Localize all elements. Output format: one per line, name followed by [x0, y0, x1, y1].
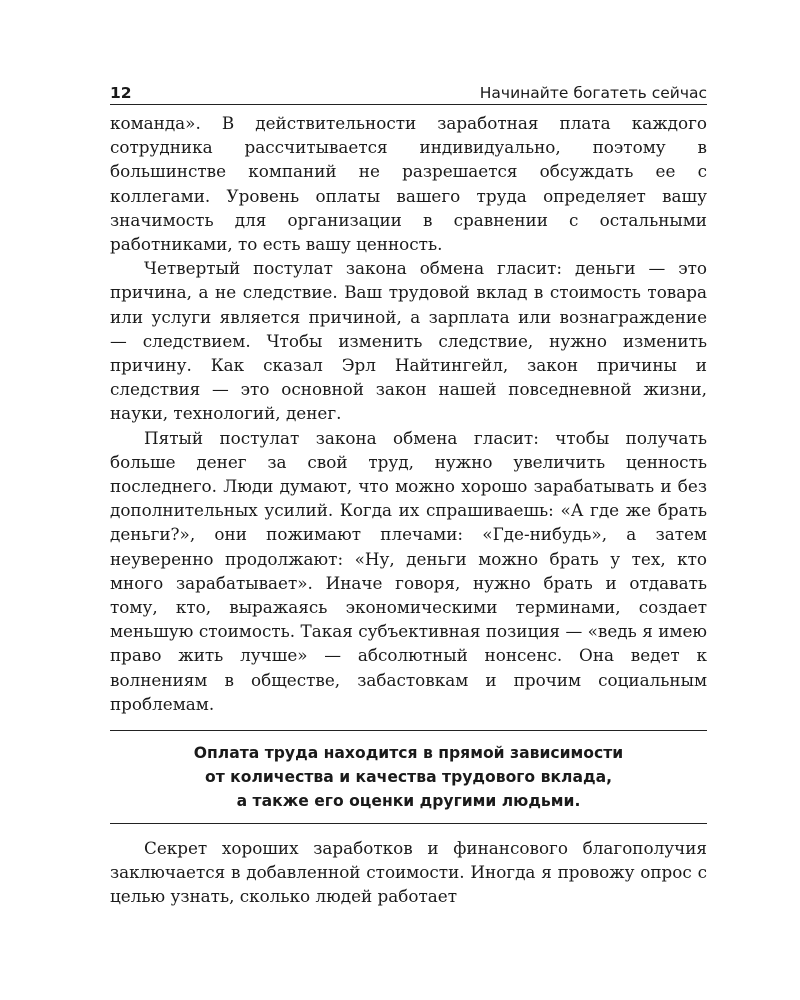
running-header — [110, 80, 707, 105]
paragraph-fifth-postulate: Пятый постулат закона обмена гласит: чтобы получать больше денег за свой труд, нужно увеличить ценность последнего. Люди думают, что можно хорошо зарабатывать и без дополнительных усилий. Когда их спрашиваешь: «А где же брать деньги?», они пожимают плечами: «Где-нибудь», а затем неуверенно продолжают: «Ну, деньги можно брать у тех, кто много зарабатывает». Иначе говоря, нужно брать и отдавать тому, кто, выражаясь экономическими терминами, создает меньшую стоимость. Такая субъективная позиция — «ведь я имею право жить лучше» — абсолютный нонсенс. Она ведет к волнениям в обществе, забастовкам и прочим социальным проблемам. — [110, 427, 707, 714]
pull-quote — [110, 730, 707, 824]
pull-quote-line: а также его оценки другими людьми. — [236, 792, 581, 811]
paragraph-continuation: команда». В действительности заработная плата каждого сотрудника рассчитывается индивидуально, поэтому в большинстве компаний не разрешается обсуждать ее с коллегами. Уровень оплаты вашего труда определяет вашу значимость для организации в сравнении с остальными работниками, то есть вашу ценность. — [110, 113, 707, 255]
running-title: Начинайте богатеть сейчас — [479, 84, 707, 102]
paragraph-fourth-postulate: Четвертый постулат закона обмена гласит: деньги — это причина, а не следствие. Ваш трудовой вклад в стоимость товара или услуги является причиной, а зарплата или вознаграждение — следствием. Чтобы изменить следствие, нужно изменить причину. Как сказал Эрл Найтингейл, закон причины и следствия — это основной закон нашей повседневной жизни, науки, технологий, денег. — [110, 258, 707, 424]
paragraph-secret: Секрет хороших заработков и финансового благополучия заключается в добавленной стоимости. Иногда я провожу опрос с целью узнать, сколько людей работает — [110, 838, 707, 907]
main-text-continued — [110, 836, 707, 909]
main-text — [110, 111, 707, 716]
pull-quote-line: от количества и качества трудового вклада, — [204, 768, 613, 787]
book-page — [110, 80, 707, 909]
page-number: 12 — [110, 84, 132, 102]
pull-quote-line: Оплата труда находится в прямой зависимости — [193, 744, 624, 763]
